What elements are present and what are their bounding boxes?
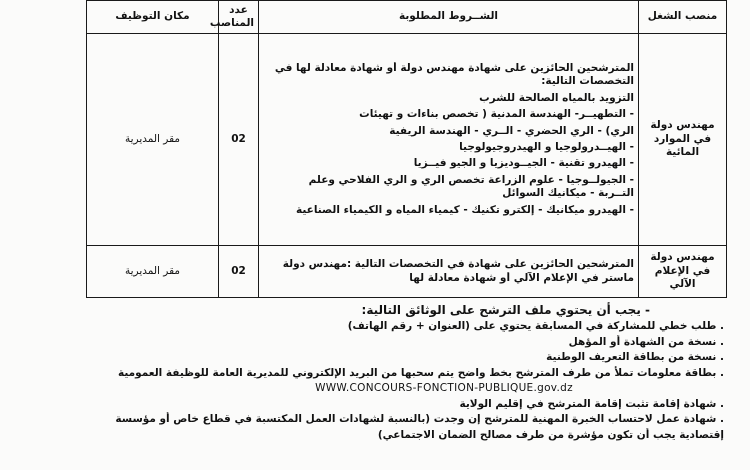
list-item: . شهادة عمل لاحتساب الخبرة المهنية للمترشح إن وجدت (بالنسبة لشهادات العمل المكتسبة في قطاع خاص أو مؤسسة — [115, 413, 724, 425]
condition-line: المترشحين الحائزين على شهادة مهندس دولة أو شهادة معادلة لها في — [274, 61, 634, 74]
row-post: مهندس دولة في الموارد المائية — [639, 34, 727, 246]
condition-line: التــربة - ميكانيك السوائل — [502, 187, 634, 200]
list-item: . نسخة من الشهادة أو المؤهل — [568, 335, 724, 348]
required-documents — [104, 303, 724, 443]
condition-line: - الهيــدرولوجيا و الهيدروجيولوجيا — [459, 141, 634, 153]
list-item: . نسخة من بطاقة التعريف الوطنية — [546, 351, 724, 363]
row-count: 02 — [219, 34, 259, 246]
condition-line: - الجيولــوجيا - علوم الزراعة تخصص الري و الري الفلاحي وعلم — [308, 173, 634, 186]
header-count-line1: عدد — [229, 3, 248, 16]
list-item: . شهادة إقامة تثبت إقامة المترشح في إقليم الولاية — [459, 397, 724, 410]
condition-line: - الهيدرو ميكانيك - إلكترو تكنيك - كيمياء المياه و الكيمياء الصناعية — [296, 203, 634, 216]
header-count — [209, 1, 259, 34]
row-conditions — [259, 246, 639, 298]
documents-heading: - يجب أن يحتوي ملف الترشح على الوثائق التالية: — [361, 303, 650, 317]
website-url: WWW.CONCOURS-FONCTION-PUBLIQUE.gov.dz — [315, 382, 573, 394]
table-header-row — [87, 1, 727, 34]
table-row — [87, 34, 727, 246]
list-item: إقتصادية يجب أن تكون مؤشرة من طرف مصالح الضمان الاجتماعي) — [377, 428, 724, 441]
condition-line: - التطهيــر- الهندسة المدنية ( تخصص بناءات و تهيئات — [359, 108, 634, 121]
documents-list — [104, 319, 724, 443]
job-offers-table — [86, 0, 727, 298]
header-place: مكان التوظيف — [87, 1, 219, 34]
condition-line: المترشحين الحائزين على شهادة في التخصصات التالية :مهندس دولة — [282, 258, 634, 271]
table-row — [87, 246, 727, 298]
list-item: . طلب خطي للمشاركة في المسابقة يحتوي على (العنوان + رقم الهاتف) — [347, 320, 724, 332]
condition-line: ماستر في الإعلام الآلي أو شهادة معادلة لها — [409, 271, 634, 284]
row-place: مقر المديرية — [87, 246, 219, 298]
row-place: مقر المديرية — [87, 34, 219, 246]
row-post: مهندس دولة في الإعلام الآلي — [639, 246, 727, 298]
condition-line: الري) - الري الحضري - الــري - الهندسة الريفية — [389, 124, 634, 137]
header-count-line2: المناصب — [209, 17, 254, 29]
header-post: منصب الشغل — [639, 1, 727, 34]
condition-line: - الهيدرو تقنية - الجيــوديزيا و الجيو فيــزيا — [413, 157, 634, 170]
condition-line: التزويد بالمياه الصالحة للشرب — [479, 91, 634, 104]
row-count: 02 — [219, 246, 259, 298]
row-conditions — [259, 34, 639, 246]
list-item: . بطاقة معلومات تملأ من طرف المترشح بخط واضح يتم سحبها من البريد الإلكتروني للمديرية العامة للوظيفة العمومية — [118, 366, 724, 379]
header-conditions: الشــروط المطلوبة — [259, 1, 639, 34]
condition-line: التخصصات التالية: — [541, 75, 634, 88]
